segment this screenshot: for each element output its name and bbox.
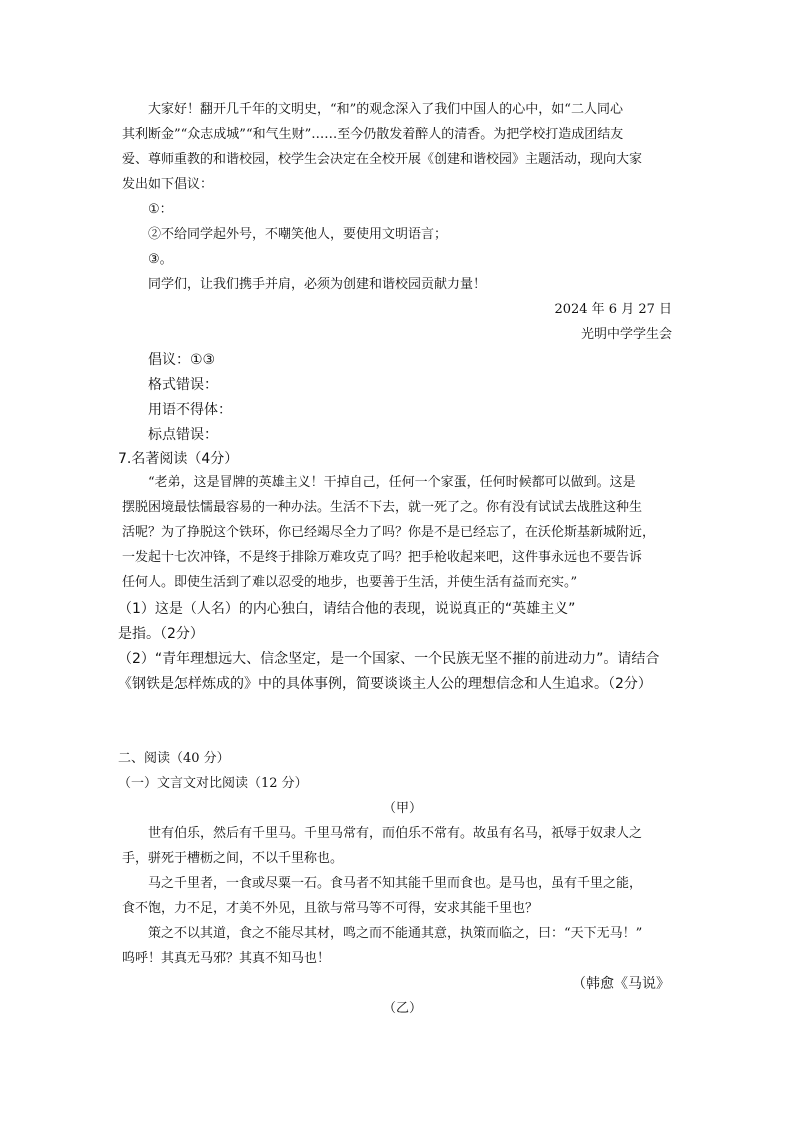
passage-title-yi: （乙） bbox=[383, 1001, 423, 1016]
letter-date: 2024 年 6 月 27 日 bbox=[554, 302, 672, 317]
passage-title-jia: （甲） bbox=[383, 801, 423, 816]
answer-proposal: 倡议：①③ bbox=[148, 352, 216, 368]
passage-line: 呜呼！其真无马邪？其真不知马也！ bbox=[122, 951, 331, 966]
letter-closing: 同学们，让我们携手并肩，必须为创建和谐校园贡献力量！ bbox=[148, 277, 487, 292]
section-heading: 二、阅读（40 分） bbox=[118, 751, 230, 766]
answer-format-error: 格式错误： bbox=[148, 377, 218, 393]
quote-line: 任何人。即使生活到了难以忍受的地步，也要善于生活，并使生活有益而充实。” bbox=[122, 575, 578, 590]
quote-line: 活呢？为了挣脱这个铁环，你已经竭尽全力了吗？你是不是已经忘了，在沃伦斯基新城附近， bbox=[122, 525, 656, 540]
passage-line: 手，骈死于槽枥之间，不以千里称也。 bbox=[122, 851, 344, 866]
passage-source: （韩愈《马说》 bbox=[572, 976, 670, 992]
letter-line: 发出如下倡议： bbox=[122, 177, 214, 192]
quote-line: “老弟，这是冒牌的英雄主义！干掉自己，任何一个家蛋，任何时候都可以做到。这是 bbox=[148, 475, 636, 490]
letter-signer: 光明中学学生会 bbox=[580, 327, 672, 342]
answer-wording-error: 用语不得体： bbox=[148, 402, 232, 418]
passage-line: 世有伯乐，然后有千里马。千里马常有，而伯乐不常有。故虽有名马，祇辱于奴隶人之 bbox=[148, 826, 643, 841]
subquestion-1-cont: 是指。（2分） bbox=[118, 626, 204, 642]
quote-line: 一发起十七次冲锋，不是终于排除万难攻克了吗？把手枪收起来吧，这件事永远也不要告诉 bbox=[122, 550, 643, 565]
letter-line: 其利断金”“众志成城”“和气生财”……至今仍散发着醉人的清香。为把学校打造成团结友 bbox=[122, 127, 624, 142]
passage-line: 马之千里者，一食或尽粟一石。食马者不知其能千里而食也。是马也，虽有千里之能， bbox=[148, 876, 643, 891]
question-heading: 7.名著阅读（4分） bbox=[118, 451, 239, 467]
proposal-item-2: ②不给同学起外号，不嘲笑他人，要使用文明语言； bbox=[148, 227, 448, 242]
answer-punct-error: 标点错误： bbox=[148, 427, 218, 443]
letter-line: 大家好！翻开几千年的文明史，“和”的观念深入了我们中国人的心中，如“二人同心 bbox=[148, 102, 623, 117]
quote-line: 摆脱困境最怯懦最容易的一种办法。生活不下去，就一死了之。你有没有试试去战胜这种生 bbox=[122, 500, 643, 515]
subquestion-2-cont: 《钢铁是怎样炼成的》中的具体事例，简要谈谈主人公的理想信念和人生追求。（2分） bbox=[118, 676, 652, 692]
passage-line: 食不饱，力不足，才美不外见，且欲与常马等不可得，安求其能千里也？ bbox=[122, 901, 539, 916]
passage-line: 策之不以其道，食之不能尽其材，鸣之而不能通其意，执策而临之，曰：“天下无马！” bbox=[148, 926, 643, 941]
proposal-item-3: ③。 bbox=[148, 252, 173, 267]
letter-line: 爱、尊师重教的和谐校园，校学生会决定在全校开展《创建和谐校园》主题活动，现向大家 bbox=[122, 152, 643, 167]
subquestion-1: （1）这是（人名）的内心独白，请结合他的表现，说说真正的“英雄主义” bbox=[118, 601, 576, 617]
subquestion-2: （2）“青年理想远大、信念坚定，是一个国家、一个民族无坚不摧的前进动力”。请结合 bbox=[118, 651, 660, 667]
proposal-item-1: ①： bbox=[148, 202, 173, 217]
subsection-heading: （一）文言文对比阅读（12 分） bbox=[118, 776, 308, 791]
